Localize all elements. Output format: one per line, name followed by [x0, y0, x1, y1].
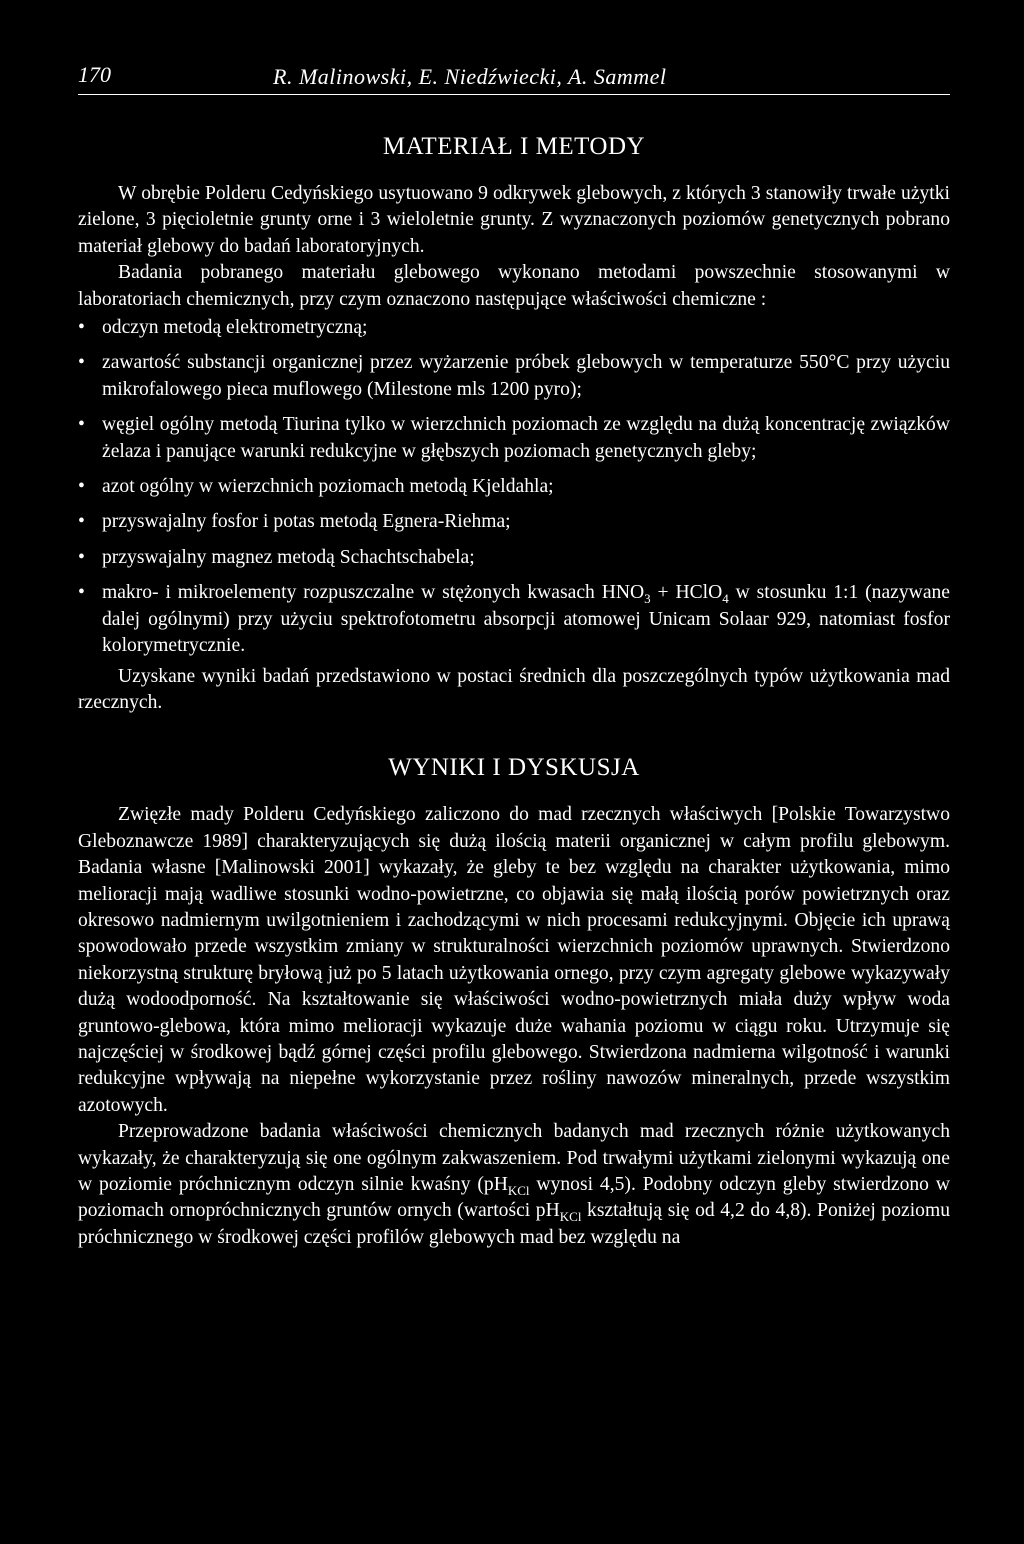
subscript: 4 [722, 591, 729, 607]
bullet-icon: • [78, 317, 85, 339]
methods-list-item [78, 412, 950, 465]
methods-list-item [78, 315, 950, 341]
subscript: 3 [644, 591, 651, 607]
bullet-icon: • [78, 476, 85, 498]
bullet-icon: • [78, 352, 85, 374]
text-run: Przeprowadzone badania właściwości chemicznych badanych mad rzecznych różnie użytkowanych wykazały, że charakteryzują się one ogólnym zakwaszeniem. Pod trwałymi użytkami zielonymi wykazują one w poziomie próchnicznym odczyn silnie kwaśny (pH [78, 1121, 950, 1195]
subscript: KCl [507, 1182, 530, 1198]
running-head [78, 58, 950, 95]
bullet-icon: • [78, 414, 85, 436]
methods-paragraph-2: Badania pobranego materiału glebowego wykonano metodami powszechnie stosowanymi w laboratoriach chemicznych, przy czym oznaczono następujące właściwości chemiczne : [78, 262, 950, 310]
methods-list-item [78, 545, 950, 571]
bullet-icon: • [78, 546, 85, 568]
page-number: 170 [78, 62, 111, 87]
methods-list-item [78, 580, 950, 659]
methods-paragraph-3: Uzyskane wyniki badań przedstawiono w postaci średnich dla poszczególnych typów użytkowania mad rzecznych. [78, 665, 950, 713]
results-paragraph-1: Zwięzłe mady Polderu Cedyńskiego zaliczono do mad rzecznych właściwych [Polskie Towarzystwo Gleboznawcze 1989] charakteryzujących się dużą ilością materii organicznej w całym profilu glebowym. Badania własne [Malinowski 2001] wykazały, że gleby te bez względu na charakter użytkowania, mimo melioracji mają wadliwe stosunki wodno-powietrzne, co objawia się małą ilością porów powietrznych oraz okresowo nadmiernym uwilgotnieniem i zachodzącymi w nich procesami redukcyjnymi. Objęcie ich uprawą spowodowało przede wszystkim zmiany w strukturalności wierzchnich poziomów uprawnych. Stwierdzono niekorzystną strukturę bryłową już po 5 latach użytkowania ornego, przy czym agregaty glebowe wykazywały dużą wodoodporność. Na kształtowanie się właściwości wodno-powietrznych miała duży wpływ woda gruntowo-glebowa, która mimo melioracji wykazuje duże wahania poziomu w ciągu roku. Utrzymuje się najczęściej w środkowej bądź górnej części profilu glebowego. Stwierdzona nadmierna wilgotność i warunki redukcyjne wpływają na niepełne wykorzystanie przez rośliny nawozów mineralnych, przede wszystkim azotowych. [78, 804, 950, 1116]
methods-list-item [78, 509, 950, 535]
section-heading-results: WYNIKI I DYSKUSJA [388, 754, 640, 782]
text-run: w stosunku 1:1 (nazywane dalej ogólnymi) przy użyciu spektrofotometru absorpcji atomowej Unicam Solaar 929, natomiast fosfor kolorymetrycznie. [102, 582, 951, 657]
methods-list-item [78, 474, 950, 500]
text-run: makro- i mikroelementy rozpuszczalne w stężonych kwasach HNO [102, 582, 645, 604]
section-heading-methods: MATERIAŁ I METODY [382, 133, 646, 160]
subscript: KCl [559, 1209, 582, 1225]
list-item-text: odczyn metodą elektrometryczną; [102, 317, 368, 339]
bullet-icon: • [78, 582, 85, 604]
running-head-authors: R. Malinowski, E. Niedźwiecki, A. Sammel [273, 64, 667, 89]
list-item-text: przyswajalny magnez metodą Schachtschabela; [102, 546, 475, 568]
methods-list-item [78, 350, 950, 403]
bullet-icon: • [78, 511, 85, 533]
list-item-text [102, 582, 950, 656]
methods-list [78, 315, 950, 659]
text-run: kształtują się od 4,2 do 4,8). Poniżej poziomu próchnicznego w środkowej części profilów glebowych mad bez względu na [78, 1200, 950, 1248]
text-run: + HClO [650, 582, 723, 604]
list-item-text: przyswajalny fosfor i potas metodą Egnera-Riehma; [102, 511, 511, 533]
list-item-text: azot ogólny w wierzchnich poziomach metodą Kjeldahla; [102, 476, 554, 498]
methods-paragraph-1: W obrębie Polderu Cedyńskiego usytuowano 9 odkrywek glebowych, z których 3 stanowiły trwałe użytki zielone, 3 pięcioletnie grunty orne i 3 wieloletnie grunty. Z wyznaczonych poziomów genetycznych pobrano materiał glebowy do badań laboratoryjnych. [78, 183, 950, 257]
results-paragraph-2 [78, 1119, 950, 1251]
list-item-text: węgiel ogólny metodą Tiurina tylko w wierzchnich poziomach ze względu na dużą koncentrację związków żelaza i panujące warunki redukcyjne w głębszych poziomach genetycznych gleby; [102, 414, 950, 462]
list-item-text: zawartość substancji organicznej przez wyżarzenie próbek glebowych w temperaturze 550°C przy użyciu mikrofalowego pieca muflowego (Milestone mls 1200 pyro); [102, 352, 950, 400]
page [78, 58, 950, 1251]
text-run: wynosi 4,5). Podobny odczyn gleby stwierdzono w poziomach ornopróchnicznych gruntów ornych (wartości pH [78, 1174, 950, 1222]
